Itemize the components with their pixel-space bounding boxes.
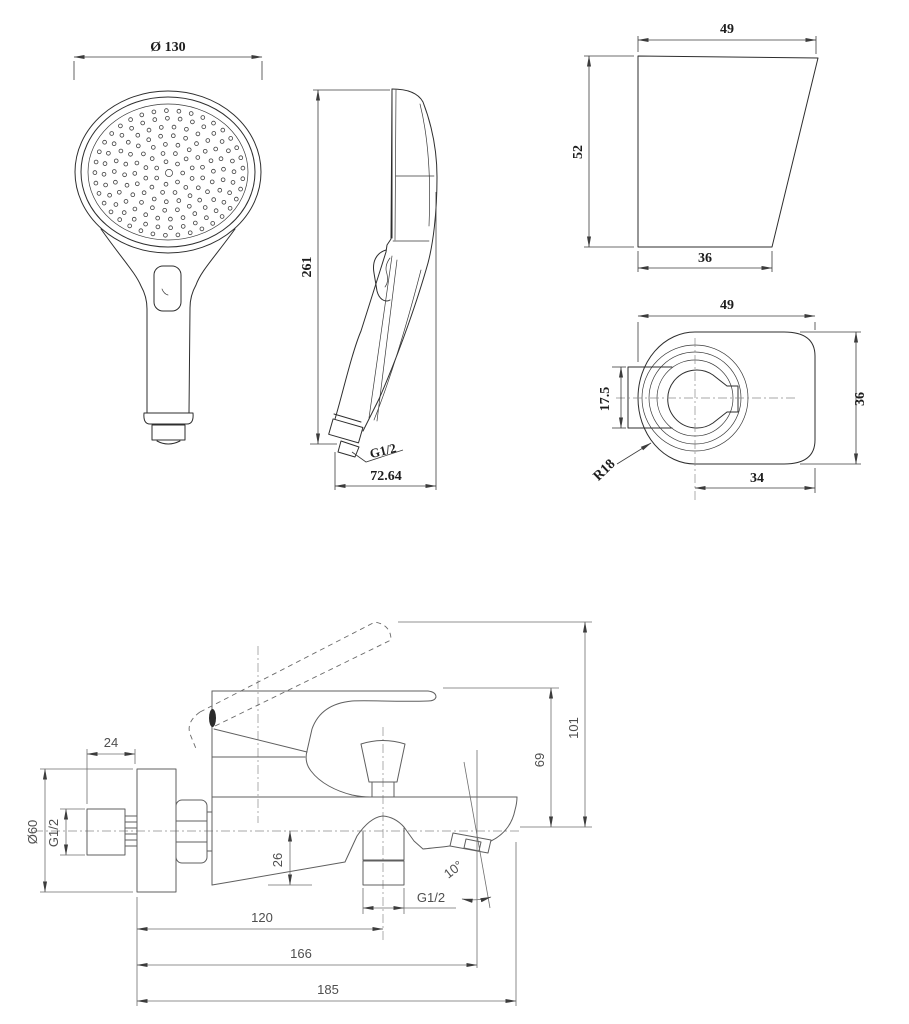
dim-face-diameter: Ø 130	[150, 40, 186, 55]
spray-center-hole	[165, 169, 172, 176]
dim-overall-length: 261	[300, 256, 315, 278]
view-wall-bracket-top	[591, 298, 868, 500]
dim-bracket-bottom-width: 36	[698, 251, 712, 266]
dim-outlet-drop: 26	[270, 852, 285, 868]
dim-slot-height: 17.5	[598, 386, 613, 412]
hex-nut	[176, 800, 207, 863]
outlet-thread	[363, 861, 404, 885]
dim-corner-radius: R18	[590, 456, 619, 485]
mode-button-mark	[162, 289, 168, 295]
connector-thread-side	[329, 419, 363, 443]
dim-inlet-thread: G1/2	[46, 818, 61, 848]
dim-wall-to-aerator: 166	[290, 946, 312, 961]
dim-overall-height: 101	[566, 717, 581, 739]
mode-button	[154, 266, 181, 311]
lever-pivot-screw	[209, 709, 216, 727]
dim-escutcheon-diameter: Ø60	[25, 819, 40, 845]
view-hand-shower-side	[300, 89, 437, 490]
view-hand-shower-front	[74, 40, 262, 444]
dim-bracket-height: 52	[571, 145, 586, 159]
wall-escutcheon	[137, 769, 176, 892]
spray-nozzle-dots	[93, 109, 245, 238]
dim-bracket-overall-width: 49	[720, 298, 734, 313]
dim-overall-projection: 185	[317, 982, 339, 997]
dim-body-height: 69	[532, 752, 547, 768]
aerator	[450, 833, 491, 853]
dim-head-depth: 72.64	[370, 469, 402, 484]
view-wall-bracket-front	[571, 22, 818, 272]
dim-bracket-top-width: 49	[720, 22, 734, 37]
dim-aerator-angle: 10°	[440, 857, 466, 882]
dim-outlet-thread: G1/2	[416, 890, 446, 905]
dim-bracket-overall-depth: 36	[853, 392, 868, 406]
lever-raised-outline	[200, 622, 391, 727]
dim-connector-thread: G1/2	[368, 440, 398, 462]
inlet-thread-nipple	[87, 809, 125, 855]
dim-center-to-edge: 34	[750, 471, 764, 486]
dim-nipple-length: 24	[103, 735, 119, 750]
outlet-thread-front	[152, 425, 185, 440]
dim-wall-to-outlet: 120	[251, 910, 273, 925]
view-bath-mixer	[25, 622, 592, 1006]
